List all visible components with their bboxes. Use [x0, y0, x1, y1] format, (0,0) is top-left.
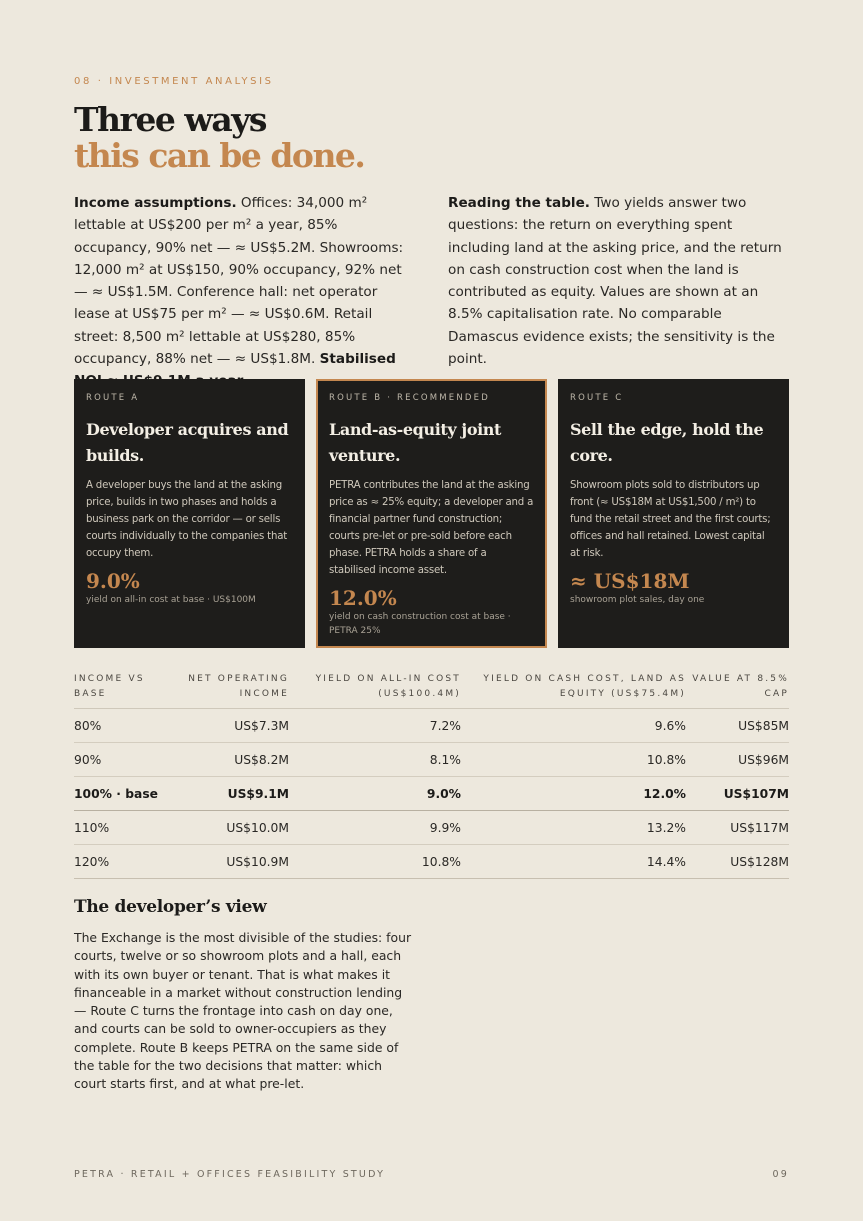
income-assumptions-summary: Stabilised: [319, 351, 396, 368]
route-label: ROUTE B · RECOMMENDED: [329, 393, 490, 403]
developer-view-title: The developer’s view: [74, 897, 267, 917]
route-card-c: [558, 379, 789, 648]
table-cell: US$10.0M: [164, 811, 289, 845]
page-footer: [74, 1169, 789, 1180]
column-header: YIELD ON ALL-IN COST (US$100.4M): [289, 672, 461, 709]
page-headline: [74, 102, 364, 174]
column-header: NET OPERATING INCOME: [164, 672, 289, 709]
reading-table-lead: Reading the table.: [448, 195, 590, 211]
route-description: A developer buys the land at the asking price, builds in two phases and holds a business park on the corridor — or sells courts individually to the companies that occupy them.: [86, 480, 288, 559]
route-figure: ≈ US$18M: [570, 569, 690, 593]
route-figure: 9.0%: [86, 569, 140, 593]
table-cell: 9.0%: [289, 777, 461, 811]
table-cell: US$10.9M: [164, 845, 289, 879]
table-cell: 120%: [74, 845, 164, 879]
headline-line-2: this can be done.: [74, 136, 365, 175]
reading-table-body: Two yields answer two questions: the return on everything spent including land at the asking price, and the return on cash construction cost when the land is contributed as equity. Values are shown at an 8.5% capitalisation rate. No comparable Damascus evidence exists; the sensitivity is the point.: [448, 195, 782, 368]
table-cell: US$9.1M: [164, 777, 289, 811]
table-cell: 10.8%: [461, 743, 686, 777]
table-cell: US$85M: [686, 709, 789, 743]
sensitivity-table: [74, 672, 789, 879]
table-cell: 80%: [74, 709, 164, 743]
table-header-row: [74, 672, 789, 709]
table-cell: US$96M: [686, 743, 789, 777]
table-cell: 90%: [74, 743, 164, 777]
route-caption: showroom plot sales, day one: [570, 595, 705, 605]
route-caption: yield on cash construction cost at base · PETRA 25%: [329, 612, 511, 636]
table-cell: 9.6%: [461, 709, 686, 743]
column-header: YIELD ON CASH COST, LAND AS EQUITY (US$75.4M): [461, 672, 686, 709]
route-card-a: [74, 379, 305, 648]
table-row: [74, 845, 789, 879]
table-cell: 8.1%: [289, 743, 461, 777]
table-cell: 100% · base: [74, 777, 164, 811]
route-title: Land-as-equity joint venture.: [329, 420, 501, 465]
route-cards: [74, 379, 789, 648]
table-cell: US$107M: [686, 777, 789, 811]
table-cell: US$128M: [686, 845, 789, 879]
column-header: INCOME VS BASE: [74, 672, 164, 709]
table-cell: US$8.2M: [164, 743, 289, 777]
table-cell: 10.8%: [289, 845, 461, 879]
route-caption: yield on all-in cost at base · US$100M: [86, 595, 256, 605]
developer-view-body: The Exchange is the most divisible of the studies: four courts, twelve or so showroom plots and a hall, each with its own buyer or tenant. That is what makes it financeable in a market without construction lending — Route C turns the frontage into cash on day one, and courts can be sold to owner-occupiers as they complete. Route B keeps PETRA on the same side of the table for the two decisions that matter: which court starts first, and at what pre-let.: [74, 930, 412, 1092]
table-cell: 12.0%: [461, 777, 686, 811]
headline-line-1: Three ways: [74, 100, 266, 139]
route-description: PETRA contributes the land at the asking price as ≈ 25% equity; a developer and a financial partner fund construction; courts pre-let or pre-sold before each phase. PETRA holds a share of a stabilised income asset.: [329, 480, 534, 576]
table-row: [74, 709, 789, 743]
table-cell: 9.9%: [289, 811, 461, 845]
route-title: Sell the edge, hold the core.: [570, 420, 764, 465]
route-title: Developer acquires and builds.: [86, 420, 289, 465]
table-row: [74, 811, 789, 845]
page-number: 09: [772, 1169, 789, 1180]
reading-the-table: [448, 192, 788, 370]
column-header: VALUE AT 8.5% CAP: [686, 672, 789, 709]
route-card-b: [316, 379, 547, 648]
table-row: [74, 743, 789, 777]
section-kicker: 08 · INVESTMENT ANALYSIS: [74, 76, 274, 87]
table-cell: US$117M: [686, 811, 789, 845]
table-cell: 110%: [74, 811, 164, 845]
table-cell: 14.4%: [461, 845, 686, 879]
table-cell: 7.2%: [289, 709, 461, 743]
route-description: Showroom plots sold to distributors up front (≈ US$18M at US$1,500 / m²) to fund the retail street and the first courts; offices and hall retained. Lowest capital at risk.: [570, 480, 771, 559]
route-label: ROUTE C: [570, 393, 624, 403]
page: [74, 0, 789, 1221]
route-figure: 12.0%: [329, 586, 397, 610]
table-row-base: [74, 777, 789, 811]
table-cell: US$7.3M: [164, 709, 289, 743]
income-assumptions: [74, 192, 414, 393]
income-assumptions-body: Offices: 34,000 m² lettable at US$200 per m² a year, 85% occupancy, 90% net — ≈ US$5.2M. Showrooms: 12,000 m² at US$150, 90% occupancy, 92% net — ≈ US$1.5M. Conference hall: net operator lease at US$75 per m² — ≈ US$0.6M. Retail street: 8,500 m² lettable at US$280, 85% occupancy, 88% net — ≈ US$1.8M.: [74, 195, 404, 368]
table-cell: 13.2%: [461, 811, 686, 845]
income-assumptions-lead: Income assumptions.: [74, 195, 237, 211]
route-label: ROUTE A: [86, 393, 140, 403]
footer-study-title: PETRA · RETAIL + OFFICES FEASIBILITY STUDY: [74, 1169, 386, 1180]
